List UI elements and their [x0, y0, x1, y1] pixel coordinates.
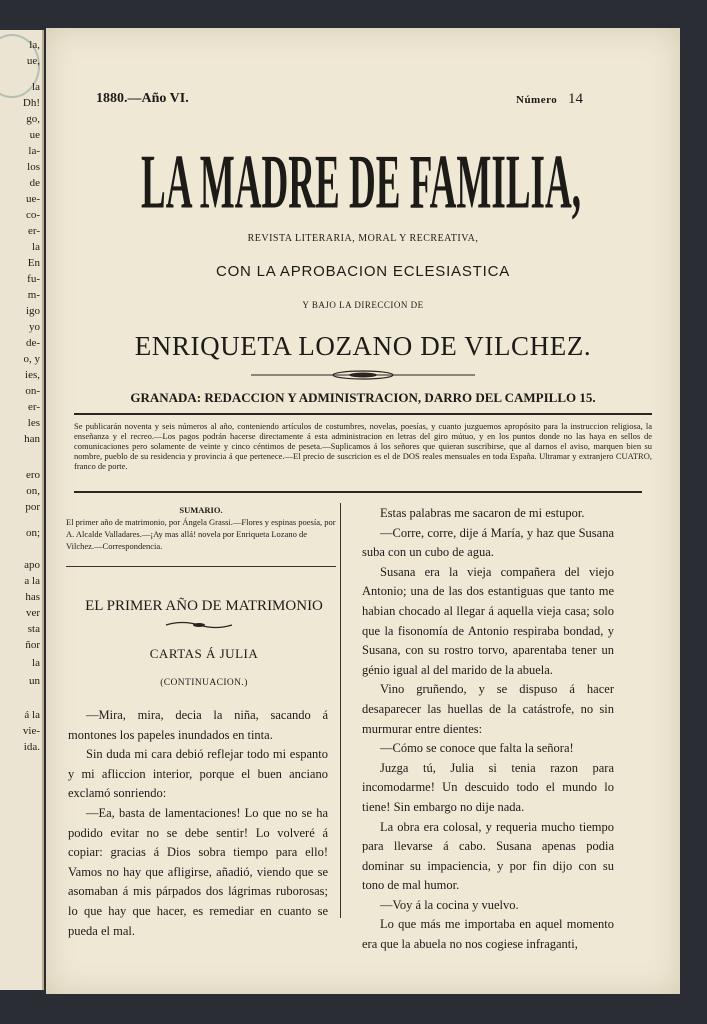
director-name: ENRIQUETA LOZANO DE VILCHEZ. — [134, 331, 592, 361]
article-column-left — [68, 706, 328, 941]
address-line: GRANADA: REDACCION Y ADMINISTRACION, DARRO DEL CAMPILLO 15. — [130, 390, 596, 405]
fragment-text: por — [25, 501, 40, 513]
top-rule — [74, 413, 652, 415]
fragment-text: á la — [24, 709, 40, 721]
fragment-text: ies, — [25, 369, 40, 381]
masthead-title — [131, 120, 591, 230]
number-label: Número — [516, 94, 558, 106]
fragment-text: la- — [28, 145, 40, 157]
paragraph: —Cómo se conoce que falta la señora! — [380, 741, 574, 756]
fragment-text: yo — [29, 321, 40, 333]
fragment-text: ñor — [25, 639, 40, 651]
ornamental-rule — [251, 369, 475, 381]
fragment-text: m- — [27, 289, 40, 301]
fragment-text: la — [32, 241, 40, 253]
paragraph: Estas palabras me sacaron de mi estupor. — [380, 506, 585, 520]
fragment-text: de- — [25, 337, 40, 349]
fragment-text: han — [24, 433, 40, 445]
continuation-label: (CONTINUACION.) — [160, 678, 248, 688]
fragment-text: ue — [29, 129, 40, 141]
fragment-text: la — [32, 81, 40, 93]
paragraph: —Voy á la cocina y vuelvo. — [380, 897, 519, 912]
paragraph: La obra era colosal, y requeria mucho tiempo para llevarse á cabo. Susana apenas podia dominar su impaciencia, y por fin dijo con su tono de mal humor. — [362, 819, 614, 893]
fragment-text: ver — [25, 607, 40, 619]
year-issue: 1880.—Año VI. — [96, 91, 189, 106]
issue-number: 14 — [568, 91, 583, 107]
subscription-notice: Se publicarán noventa y seis números al año, conteniendo artículos de costumbres, novelas, poesías, y cuanto juzguemos apropósito para la instruccion religiosa, la enseñanza y el recreo.—Los pagos podrán hacerse directamente á esta administracion en letras del giro mútuo, y en los puntos donde no las haya en sellos de comunicaciones pero solamente de veinte y cinco céntimos de peseta.—Suplicamos á los señores que quieran suscribirse, que al darnos el aviso, marquen bien su nombre, pueblo de su residencia y provincia á que pertenece.—El precio de suscricion es el de DOS reales mensuales en toda España. Ultramar y extranjero CUATRO, franco de porte. — [74, 421, 652, 471]
paragraph: —Corre, corre, dije á María, y haz que Susana suba con un cubo de agua. — [362, 525, 614, 560]
fragment-text: go, — [26, 113, 40, 125]
fragment-text: ida. — [23, 741, 40, 753]
fragment-text: er- — [28, 225, 40, 237]
fragment-text: En — [27, 257, 40, 269]
sumario-body: El primer año de matrimonio, por Ángela Grassi.—Flores y espinas poesía, por A. Alcalde Valladares.—¡Ay mas allá! novela por Enriqueta Lozano de Vilchez.—Correspondencia. — [66, 517, 336, 551]
fragment-text: on, — [26, 485, 40, 497]
adjacent-page-fragment — [0, 30, 44, 990]
fragment-text: ue, — [26, 55, 40, 67]
paragraph: —Mira, mira, decia la niña, sacando á montones los papeles inundados en tinta. — [68, 708, 328, 742]
fragment-text: de — [29, 177, 40, 189]
sumario-title: SUMARIO. — [179, 505, 223, 515]
fragment-text: vie- — [22, 725, 40, 737]
fragment-text: les — [27, 417, 40, 429]
sumario-rule — [66, 566, 336, 567]
fragment-text: co- — [25, 209, 40, 221]
fragment-text: sta — [27, 623, 40, 635]
fragment-text: apo — [24, 559, 40, 571]
fragment-text: on- — [25, 385, 40, 397]
fragment-text: Dh! — [22, 97, 40, 109]
title-ornament — [164, 620, 234, 630]
direction-line: Y BAJO LA DIRECCION DE — [302, 300, 424, 310]
fragment-text: la, — [29, 39, 40, 51]
article-column-right — [362, 504, 614, 955]
paragraph: —Ea, basta de lamentaciones! Lo que no se ha podido evitar no se debe sentir! Lo volveré á copiar: gracias á Dios sobra tiempo para ello! Vamos no hay que afligirse, añadió, viendo que se asomaban á mis párpados dos lágrimas ruborosas; lo que hay que hacer, es remediar en cuanto se pueda el mal. — [68, 805, 328, 938]
fragment-text: la — [32, 657, 40, 669]
notice-bottom-rule — [74, 491, 642, 493]
paragraph: Susana era la vieja compañera del viejo Antonio; una de las dos estantiguas que tanto me habian chocado al llegar á aquella vieja casa; solo que la fisonomía de Antonio respiraba bondad, y Susana, con su rostro torvo, aparentaba tener un génio igual al del marido de la abuela. — [362, 564, 614, 677]
fragment-text: has — [25, 591, 40, 603]
masthead-subtitle: REVISTA LITERARIA, MORAL Y RECREATIVA, — [247, 233, 479, 244]
masthead-title-text: LA MADRE DE FAMILIA, — [141, 139, 582, 226]
fragment-text: ue- — [25, 193, 40, 205]
fragment-text: ero — [25, 469, 40, 481]
paragraph: Lo que más me importaba en aquel momento era que la abuela no nos cogiese infraganti, — [362, 917, 614, 952]
paragraph: Juzga tú, Julia si tenia razon para incomodarme! Un descuido todo el mundo lo tiene! Sin embargo no dije nada. — [362, 760, 614, 814]
fragment-text: er- — [28, 401, 40, 413]
article-title: EL PRIMER AÑO DE MATRIMONIO — [85, 598, 323, 614]
fragment-text: un — [29, 675, 40, 687]
fragment-text: fu- — [27, 273, 40, 285]
fragment-text: on; — [25, 527, 40, 539]
fragment-text: o, y — [23, 353, 40, 365]
fragment-text: igo — [25, 305, 40, 317]
newspaper-page — [46, 28, 680, 994]
paragraph: Sin duda mi cara debió reflejar todo mi espanto y mi afliccion interior, porque el buen anciano exclamó sonriendo: — [68, 747, 328, 801]
fragment-text: los — [27, 161, 40, 173]
paragraph: Vino gruñendo, y se dispuso á hacer desaparecer las huellas de la catástrofe, no sin murmurar entre dientes: — [362, 682, 614, 736]
approval-line: CON LA APROBACION ECLESIASTICA — [215, 263, 511, 280]
column-divider — [340, 503, 341, 918]
sumario-box — [66, 504, 336, 552]
article-subtitle: CARTAS Á JULIA — [149, 646, 259, 661]
fragment-text: a la — [24, 575, 40, 587]
